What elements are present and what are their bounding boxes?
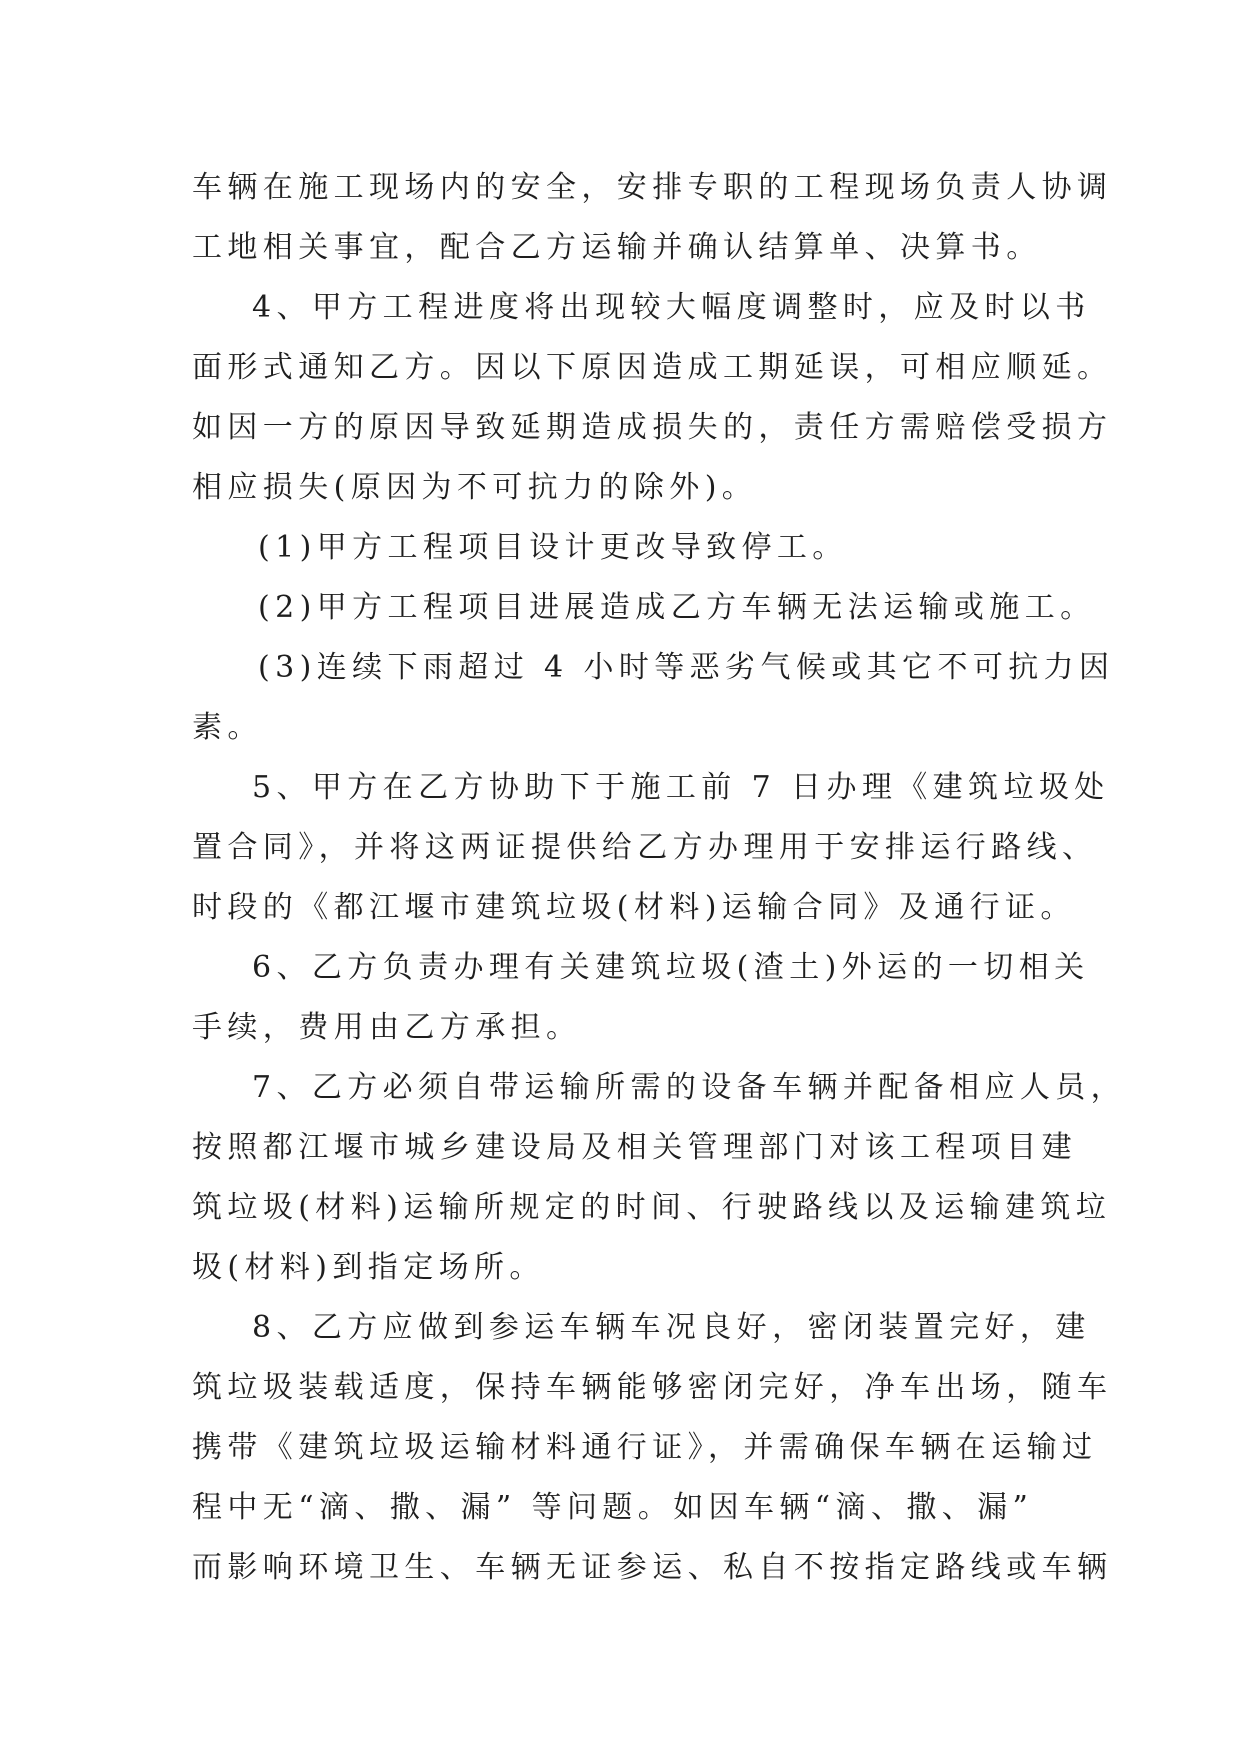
text-line: 按照都江堰市城乡建设局及相关管理部门对该工程项目建 [192, 1130, 1077, 1165]
text-line: 时段的《都江堰市建筑垃圾(材料)运输合同》及通行证。 [192, 890, 1076, 925]
sub-item-3: (3)连续下雨超过 4 小时等恶劣气候或其它不可抗力因 [258, 650, 1115, 685]
text-line: 如因一方的原因导致延期造成损失的，责任方需赔偿受损方 [192, 410, 1113, 445]
clause-5-line: 5、甲方在乙方协助下于施工前 7 日办理《建筑垃圾处 [252, 770, 1110, 805]
text-line: 置合同》，并将这两证提供给乙方办理用于安排运行路线、 [192, 830, 1098, 865]
text-line: 而影响环境卫生、车辆无证参运、私自不按指定路线或车辆 [192, 1550, 1113, 1585]
sub-item-2: (2)甲方工程项目进展造成乙方车辆无法运输或施工。 [258, 590, 1096, 625]
text-line: 车辆在施工现场内的安全，安排专职的工程现场负责人协调 [192, 170, 1113, 205]
clause-7-line: 7、乙方必须自带运输所需的设备车辆并配备相应人员， [252, 1070, 1127, 1105]
text-line: 圾(材料)到指定场所。 [192, 1250, 545, 1285]
text-line: 面形式通知乙方。因以下原因造成工期延误，可相应顺延。 [192, 350, 1113, 385]
text-line: 素。 [192, 710, 263, 745]
text-line: 筑垃圾装载适度，保持车辆能够密闭完好，净车出场，随车 [192, 1370, 1113, 1405]
text-line: 相应损失(原因为不可抗力的除外)。 [192, 470, 758, 505]
text-line: 程中无“滴、撒、漏” 等问题。如因车辆“滴、撒、漏” [192, 1490, 1034, 1525]
text-line: 筑垃圾(材料)运输所规定的时间、行驶路线以及运输建筑垃 [192, 1190, 1112, 1225]
document-body [192, 158, 1127, 1598]
sub-item-1: (1)甲方工程项目设计更改导致停工。 [258, 530, 848, 565]
text-line: 工地相关事宜，配合乙方运输并确认结算单、决算书。 [192, 230, 1042, 265]
clause-8-line: 8、乙方应做到参运车辆车况良好，密闭装置完好，建 [252, 1310, 1091, 1345]
text-line: 手续，费用由乙方承担。 [192, 1010, 582, 1045]
clause-4-line: 4、甲方工程进度将出现较大幅度调整时，应及时以书 [252, 290, 1091, 325]
text-line: 携带《建筑垃圾运输材料通行证》，并需确保车辆在运输过 [192, 1430, 1098, 1465]
clause-6-line: 6、乙方负责办理有关建筑垃圾(渣土)外运的一切相关 [252, 950, 1090, 985]
